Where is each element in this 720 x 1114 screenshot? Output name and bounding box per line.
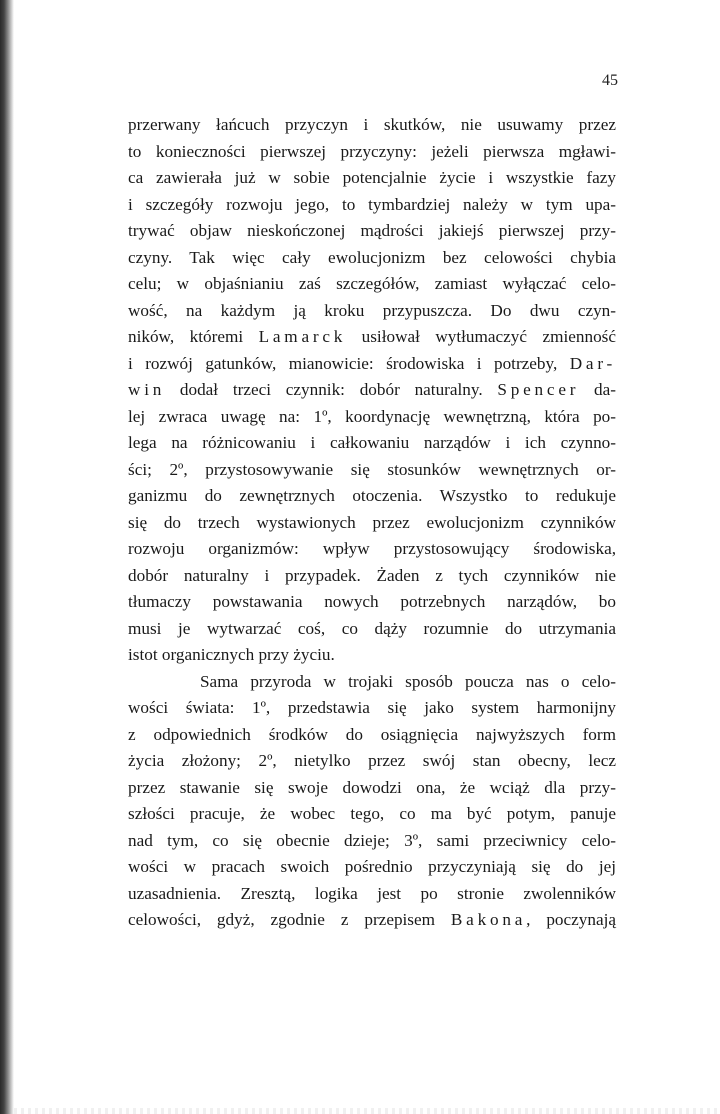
text-line: uzasadnienia. Zresztą, logika jest po stronie zwolenników [128, 883, 616, 903]
text-line: wość, na każdym ją kroku przypuszcza. Do dwu czyn- [128, 300, 616, 320]
text-line: ganizmu do zewnętrznych otoczenia. Wszystko to redukuje [128, 486, 616, 505]
text-line: lej zwraca uwagę na: 1º, koordynację wewnętrzną, która po- [128, 406, 616, 426]
text-line: lega na różnicowaniu i całkowaniu narządów i ich czynno- [128, 433, 616, 452]
text-line: ników, któremi Lamarck usiłował wytłumaczyć zmienność [128, 327, 616, 346]
text-line: się do trzech wystawionych przez ewolucjonizm czynników [128, 512, 616, 532]
text-line: celowości, gdyż, zgodnie z przepisem Bakona, poczynają [128, 910, 616, 929]
text-line: przerwany łańcuch przyczyn i skutków, nie usuwamy przez [128, 115, 616, 134]
name-spencer: Spencer [497, 380, 580, 399]
name-lamarck: Lamarck [258, 327, 347, 346]
body-text [128, 112, 616, 934]
text-line: nad tym, co się obecnie dzieje; 3º, sami przeciwnicy celo- [128, 830, 616, 850]
text-line: wości w pracach swoich pośrednio przyczyniają się do jej [128, 857, 616, 876]
text-line: rozwoju organizmów: wpływ przystosowujący środowiska, [128, 539, 616, 558]
text-line: i szczegóły rozwoju jego, to tymbardziej należy w tym upa- [128, 194, 616, 214]
text-line: celu; w objaśnianiu zaś szczegółów, zamiast wyłączać celo- [128, 274, 616, 293]
text-line: czyny. Tak więc cały ewolucjonizm bez celowości chybia [128, 247, 616, 267]
page-binding-edge [0, 0, 14, 1114]
text-line: przez stawanie się swoje dowodzi ona, że wciąż dla przy- [128, 777, 616, 797]
text-line: Sama przyroda w trojaki sposób poucza nas o celo- [200, 671, 616, 691]
name-bakon: Bakona [450, 910, 527, 929]
text-line: win dodał trzeci czynnik: dobór naturalny. Spencer da- [128, 380, 616, 399]
text-line: musi je wytwarzać coś, co dąży rozumnie do utrzymania [128, 618, 616, 638]
page-number: 45 [602, 72, 618, 89]
text-line: dobór naturalny i przypadek. Żaden z tych czynników nie [128, 565, 616, 585]
text-line: szłości pracuje, że wobec tego, co ma być potym, panuje [128, 804, 616, 823]
name-darwin-part1: Dar- [569, 353, 616, 373]
text-line: wości świata: 1º, przedstawia się jako system harmonijny [128, 698, 616, 717]
paragraph-2 [128, 669, 616, 934]
text-line: ści; 2º, przystosowywanie się stosunków wewnętrznych or- [128, 459, 616, 479]
text-line: trywać objaw nieskończonej mądrości jakiejś pierwszej przy- [128, 221, 616, 240]
text-line: ca zawierała już w sobie potencjalnie życie i wszystkie fazy [128, 168, 616, 187]
text-line: z odpowiednich środków do osiągnięcia najwyższych form [128, 724, 616, 744]
text-line: tłumaczy powstawania nowych potrzebnych narządów, bo [128, 592, 616, 611]
page-bottom-edge [14, 1108, 720, 1114]
paragraph-1 [128, 112, 616, 669]
text-line: to konieczności pierwszej przyczyny: jeżeli pierwsza mgławi- [128, 141, 616, 161]
text-line: istot organicznych przy życiu. [128, 645, 335, 664]
name-darwin-part2: win [128, 380, 166, 399]
text-line: życia złożony; 2º, nietylko przez swój stan obecny, lecz [128, 751, 616, 770]
text-line: i rozwój gatunków, mianowicie: środowiska i potrzeby, Dar- [128, 353, 616, 373]
